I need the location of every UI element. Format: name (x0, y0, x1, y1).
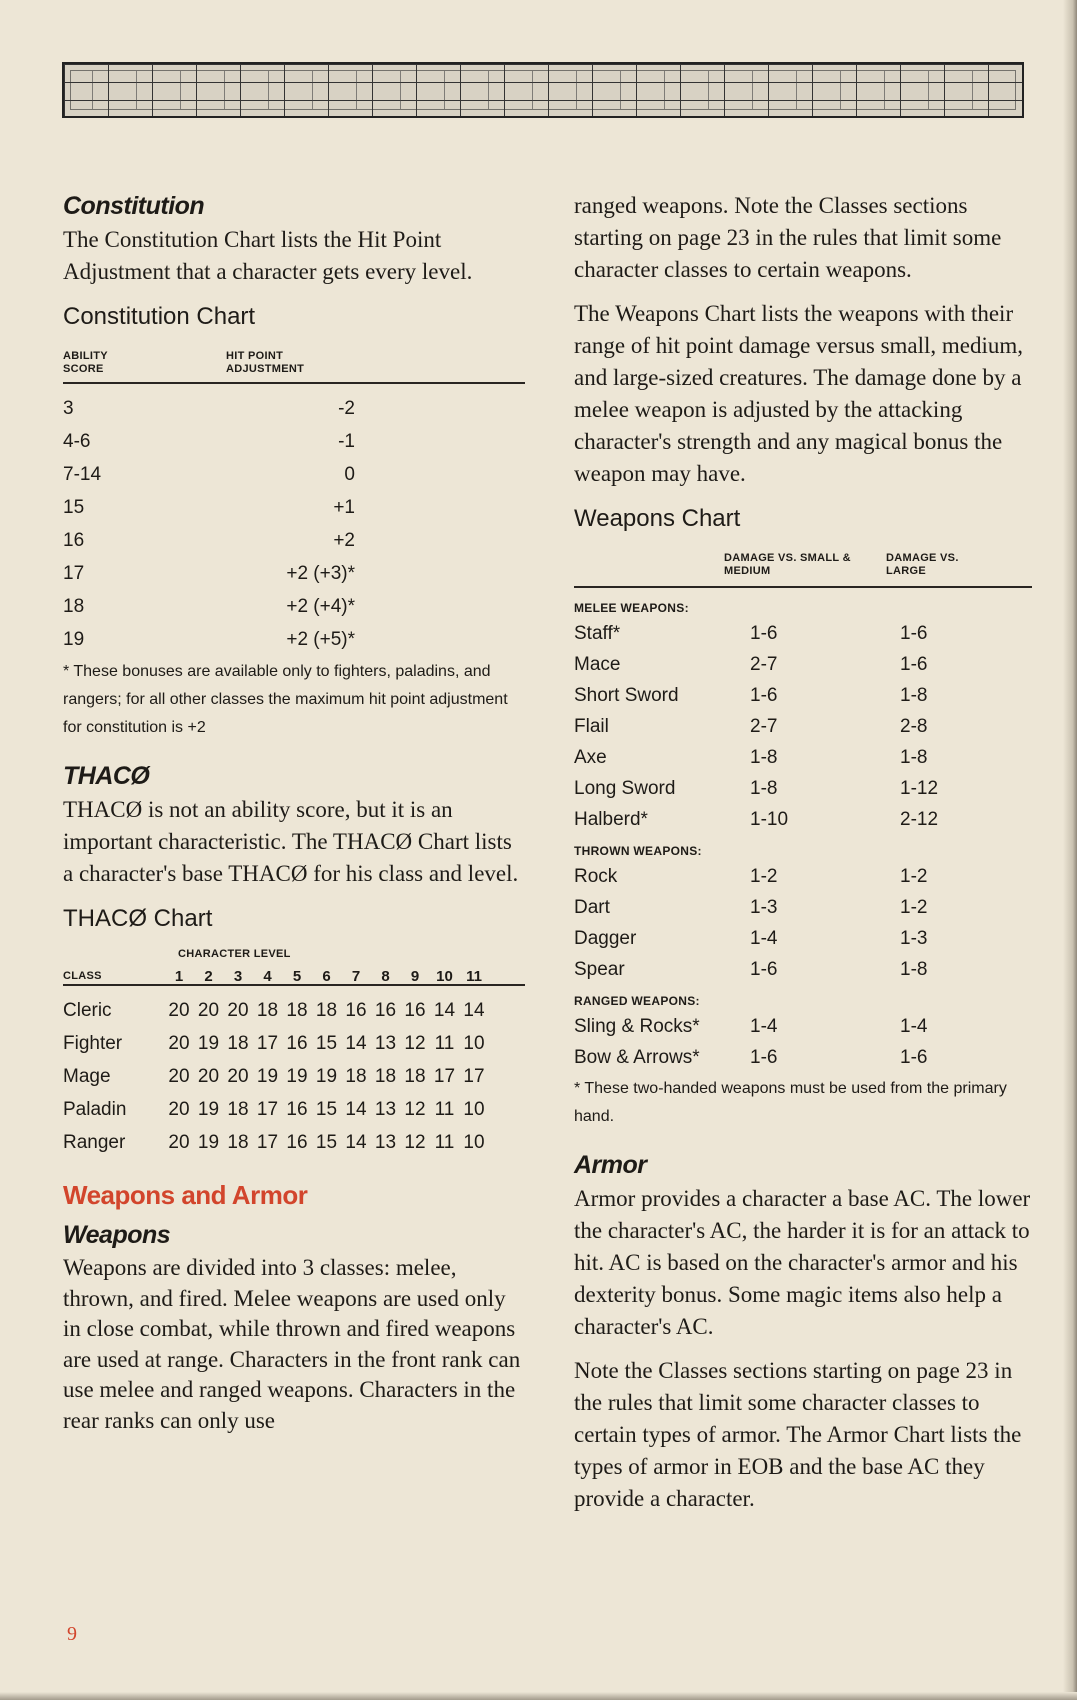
table-row (63, 524, 525, 557)
damage-small-medium: 1-2 (750, 866, 778, 887)
table-row (574, 649, 1032, 680)
thaco-value: 18 (404, 1066, 426, 1087)
damage-small-medium: 2-7 (750, 654, 778, 675)
damage-large: 1-8 (900, 747, 928, 768)
table-row (63, 590, 525, 623)
thaco-value: 19 (197, 1099, 220, 1120)
level-header: 1 (174, 968, 184, 985)
score-cell: 15 (63, 497, 85, 518)
level-header: 11 (466, 968, 482, 985)
thaco-value: 10 (463, 1132, 485, 1153)
thaco-heading: THACØ (63, 762, 150, 790)
score-cell: 7-14 (63, 464, 102, 485)
thaco-value: 12 (404, 1132, 426, 1153)
thaco-table (63, 986, 525, 1159)
class-name: Mage (63, 1066, 111, 1087)
weapons-heading: Weapons (63, 1221, 171, 1249)
thaco-value: 16 (404, 1000, 426, 1021)
page-number: 9 (67, 1623, 77, 1645)
thaco-value: 16 (345, 1000, 367, 1021)
level-header: 4 (263, 968, 272, 985)
weapon-name: Sling & Rocks* (574, 1016, 700, 1037)
damage-large: 1-8 (900, 685, 928, 706)
thaco-value: 14 (345, 1132, 367, 1153)
weapon-category-label: RANGED WEAPONS: (574, 994, 700, 1008)
constitution-table-header (63, 344, 525, 382)
weapons-chart-title: Weapons Chart (574, 505, 741, 532)
level-header: 5 (292, 968, 302, 985)
thaco-value: 17 (256, 1033, 279, 1054)
class-name: Ranger (63, 1132, 126, 1153)
damage-small-medium: 1-10 (750, 809, 789, 830)
score-cell: 16 (63, 530, 85, 551)
thaco-value: 20 (168, 1033, 190, 1054)
constitution-heading: Constitution (63, 192, 205, 220)
adj-cell: -2 (338, 398, 355, 419)
thaco-value: 12 (404, 1099, 426, 1120)
score-cell: 3 (63, 398, 74, 419)
col-hit-point-adjustment: HIT POINT ADJUSTMENT (226, 350, 305, 375)
weapon-name: Dart (574, 897, 610, 918)
weapon-name: Short Sword (574, 685, 679, 706)
table-row (574, 618, 1032, 649)
thaco-value: 17 (463, 1066, 485, 1087)
thaco-value: 16 (286, 1099, 308, 1120)
thaco-value: 15 (315, 1132, 338, 1153)
thaco-value: 18 (227, 1132, 249, 1153)
weapon-category-label: MELEE WEAPONS: (574, 601, 689, 615)
thaco-value: 19 (256, 1066, 279, 1087)
table-row (574, 892, 1032, 923)
weapon-name: Rock (574, 866, 618, 887)
damage-large: 1-6 (900, 1047, 928, 1068)
table-row (574, 773, 1032, 804)
damage-large: 1-12 (900, 778, 939, 799)
table-row (63, 623, 525, 656)
damage-small-medium: 1-6 (750, 959, 778, 980)
col-ability-score: ABILITY SCORE (63, 350, 108, 375)
adj-cell: +2 (333, 530, 355, 551)
weapons-footnote: * These two-handed weapons must be used from the primary hand. (574, 1080, 1007, 1125)
damage-large: 1-2 (900, 897, 928, 918)
thaco-value: 13 (374, 1099, 397, 1120)
thaco-value: 18 (315, 1000, 338, 1021)
thaco-value: 15 (315, 1033, 338, 1054)
table-row (63, 425, 525, 458)
thaco-value: 19 (197, 1033, 220, 1054)
thaco-table-header (63, 946, 525, 984)
adj-cell: -1 (338, 431, 355, 452)
thaco-value: 17 (433, 1066, 456, 1087)
level-header: 2 (204, 968, 213, 985)
thaco-value: 20 (197, 1000, 220, 1021)
thaco-value: 14 (463, 1000, 485, 1021)
adj-cell: +2 (+5)* (286, 629, 355, 650)
weapons-text: Weapons are divided into 3 classes: melee, thrown, and fired. Melee weapons are used only in close combat, while thrown and fired weapons are used at range. Characters in the front rank can use melee and ranged weapons. Characters in the rear ranks can only use (63, 1255, 521, 1433)
table-row (63, 1060, 525, 1093)
table-row (574, 680, 1032, 711)
damage-small-medium: 1-3 (750, 897, 778, 918)
thaco-value: 13 (374, 1132, 397, 1153)
thaco-value: 18 (256, 1000, 279, 1021)
level-header: 10 (436, 968, 453, 985)
table-row (574, 1011, 1032, 1042)
armor-heading: Armor (574, 1151, 647, 1179)
adj-cell: +2 (+3)* (286, 563, 355, 584)
damage-large: 2-8 (900, 716, 928, 737)
level-header: 3 (233, 968, 243, 985)
damage-small-medium: 1-6 (750, 685, 778, 706)
score-cell: 4-6 (63, 431, 91, 452)
constitution-table (63, 384, 525, 656)
table-row (574, 861, 1032, 892)
constitution-text: The Constitution Chart lists the Hit Point Adjustment that a character gets every level. (63, 227, 473, 284)
table-row (63, 491, 525, 524)
weapon-name: Halberd* (574, 809, 648, 830)
damage-large: 1-6 (900, 623, 928, 644)
weapon-name: Staff* (574, 623, 621, 644)
weapon-name: Long Sword (574, 778, 676, 799)
thaco-value: 12 (404, 1033, 426, 1054)
thaco-value: 19 (197, 1132, 220, 1153)
damage-small-medium: 1-8 (750, 747, 778, 768)
thaco-value: 18 (286, 1000, 308, 1021)
weapon-name: Flail (574, 716, 609, 737)
class-name: Fighter (63, 1033, 123, 1054)
damage-small-medium: 1-8 (750, 778, 778, 799)
constitution-chart-title: Constitution Chart (63, 303, 256, 330)
damage-small-medium: 1-4 (750, 1016, 778, 1037)
thaco-value: 16 (374, 1000, 397, 1021)
weapon-name: Dagger (574, 928, 637, 949)
thaco-value: 19 (286, 1066, 308, 1087)
adj-cell: 0 (344, 464, 355, 485)
damage-large: 1-6 (900, 654, 928, 675)
thaco-value: 20 (168, 1000, 190, 1021)
table-row (574, 711, 1032, 742)
damage-small-medium: 2-7 (750, 716, 778, 737)
col-class: CLASS (63, 970, 102, 982)
thaco-value: 18 (374, 1066, 397, 1087)
thaco-chart-title: THACØ Chart (63, 905, 213, 932)
armor-text-1: Armor provides a character a base AC. The lower the character's AC, the harder it is for an attack to hit. AC is based on the character's armor and his dexterity bonus. Some magic items also help a character's AC. (574, 1186, 1031, 1339)
damage-small-medium: 1-6 (750, 623, 778, 644)
page-bottom-edge (0, 1692, 1077, 1700)
table-row (63, 458, 525, 491)
thaco-value: 11 (434, 1132, 455, 1153)
table-row (63, 1093, 525, 1126)
damage-small-medium: 1-4 (750, 928, 778, 949)
left-column (63, 190, 525, 1448)
col-damage-large: DAMAGE VS. LARGE (886, 552, 959, 577)
table-row (63, 392, 525, 425)
thaco-value: 17 (256, 1132, 279, 1153)
score-cell: 19 (63, 629, 85, 650)
damage-large: 1-8 (900, 959, 928, 980)
table-row (63, 1027, 525, 1060)
thaco-value: 18 (227, 1099, 249, 1120)
damage-large: 1-2 (900, 866, 928, 887)
weapon-name: Axe (574, 747, 607, 768)
damage-small-medium: 1-6 (750, 1047, 778, 1068)
table-row (63, 557, 525, 590)
page-edge (1063, 0, 1077, 1700)
character-level-label: CHARACTER LEVEL (178, 948, 291, 960)
thaco-value: 15 (315, 1099, 338, 1120)
stone-wall-banner (62, 62, 1024, 118)
armor-text-2: Note the Classes sections starting on page 23 in the rules that limit some character classes to certain types of armor. The Armor Chart lists the types of armor in EOB and the base AC they provide a character. (574, 1358, 1022, 1511)
weapon-category-label: THROWN WEAPONS: (574, 844, 702, 858)
weapons-table-header (574, 546, 1032, 586)
table-row (63, 994, 525, 1027)
class-name: Cleric (63, 1000, 112, 1021)
constitution-footnote: * These bonuses are available only to fighters, paladins, and rangers; for all other classes the maximum hit point adjustment for constitution is +2 (63, 663, 508, 736)
damage-large: 1-4 (900, 1016, 928, 1037)
level-header: 7 (351, 968, 361, 985)
banner-brick-pattern (70, 70, 1016, 110)
table-row (574, 954, 1032, 985)
level-header: 9 (410, 968, 420, 985)
thaco-value: 19 (315, 1066, 338, 1087)
thaco-value: 10 (463, 1033, 485, 1054)
thaco-value: 18 (345, 1066, 367, 1087)
table-row (574, 742, 1032, 773)
thaco-value: 16 (286, 1033, 308, 1054)
thaco-value: 20 (168, 1066, 190, 1087)
class-name: Paladin (63, 1099, 127, 1120)
thaco-value: 20 (168, 1099, 190, 1120)
thaco-value: 14 (433, 1000, 456, 1021)
table-row (63, 1126, 525, 1159)
thaco-value: 20 (168, 1132, 190, 1153)
thaco-value: 16 (286, 1132, 308, 1153)
thaco-value: 13 (374, 1033, 397, 1054)
weapons-armor-heading: Weapons and Armor (63, 1180, 308, 1210)
thaco-value: 20 (227, 1000, 249, 1021)
damage-large: 1-3 (900, 928, 928, 949)
damage-large: 2-12 (900, 809, 939, 830)
thaco-value: 14 (345, 1099, 367, 1120)
thaco-value: 11 (434, 1099, 455, 1120)
thaco-text: THACØ is not an ability score, but it is an important characteristic. The THACØ Chart lists a character's base THACØ for his class and level. (63, 797, 519, 886)
weapons-table (574, 588, 1032, 1073)
table-row (574, 1042, 1032, 1073)
adj-cell: +1 (333, 497, 355, 518)
thaco-value: 17 (256, 1099, 279, 1120)
weapon-name: Spear (574, 959, 625, 980)
weapons-text-continued: ranged weapons. Note the Classes sections starting on page 23 in the rules that limit some character classes to certain weapons. (574, 193, 1002, 282)
table-row (574, 923, 1032, 954)
adj-cell: +2 (+4)* (286, 596, 355, 617)
table-row (574, 804, 1032, 835)
score-cell: 18 (63, 596, 85, 617)
weapon-name: Mace (574, 654, 621, 675)
col-damage-small-medium: DAMAGE VS. SMALL & MEDIUM (724, 552, 851, 577)
thaco-value: 20 (227, 1066, 249, 1087)
thaco-value: 11 (434, 1033, 455, 1054)
thaco-value: 18 (227, 1033, 249, 1054)
level-header: 8 (381, 968, 390, 985)
weapon-name: Bow & Arrows* (574, 1047, 700, 1068)
thaco-value: 10 (463, 1099, 485, 1120)
right-column (574, 190, 1032, 1527)
score-cell: 17 (63, 563, 85, 584)
thaco-value: 20 (197, 1066, 220, 1087)
level-header: 6 (322, 968, 331, 985)
weapons-chart-description: The Weapons Chart lists the weapons with their range of hit point damage versus small, medium, and large-sized creatures. The damage done by a melee weapon is adjusted by the attacking character's strength and any magical bonus the weapon may have. (574, 301, 1024, 486)
thaco-value: 14 (345, 1033, 367, 1054)
